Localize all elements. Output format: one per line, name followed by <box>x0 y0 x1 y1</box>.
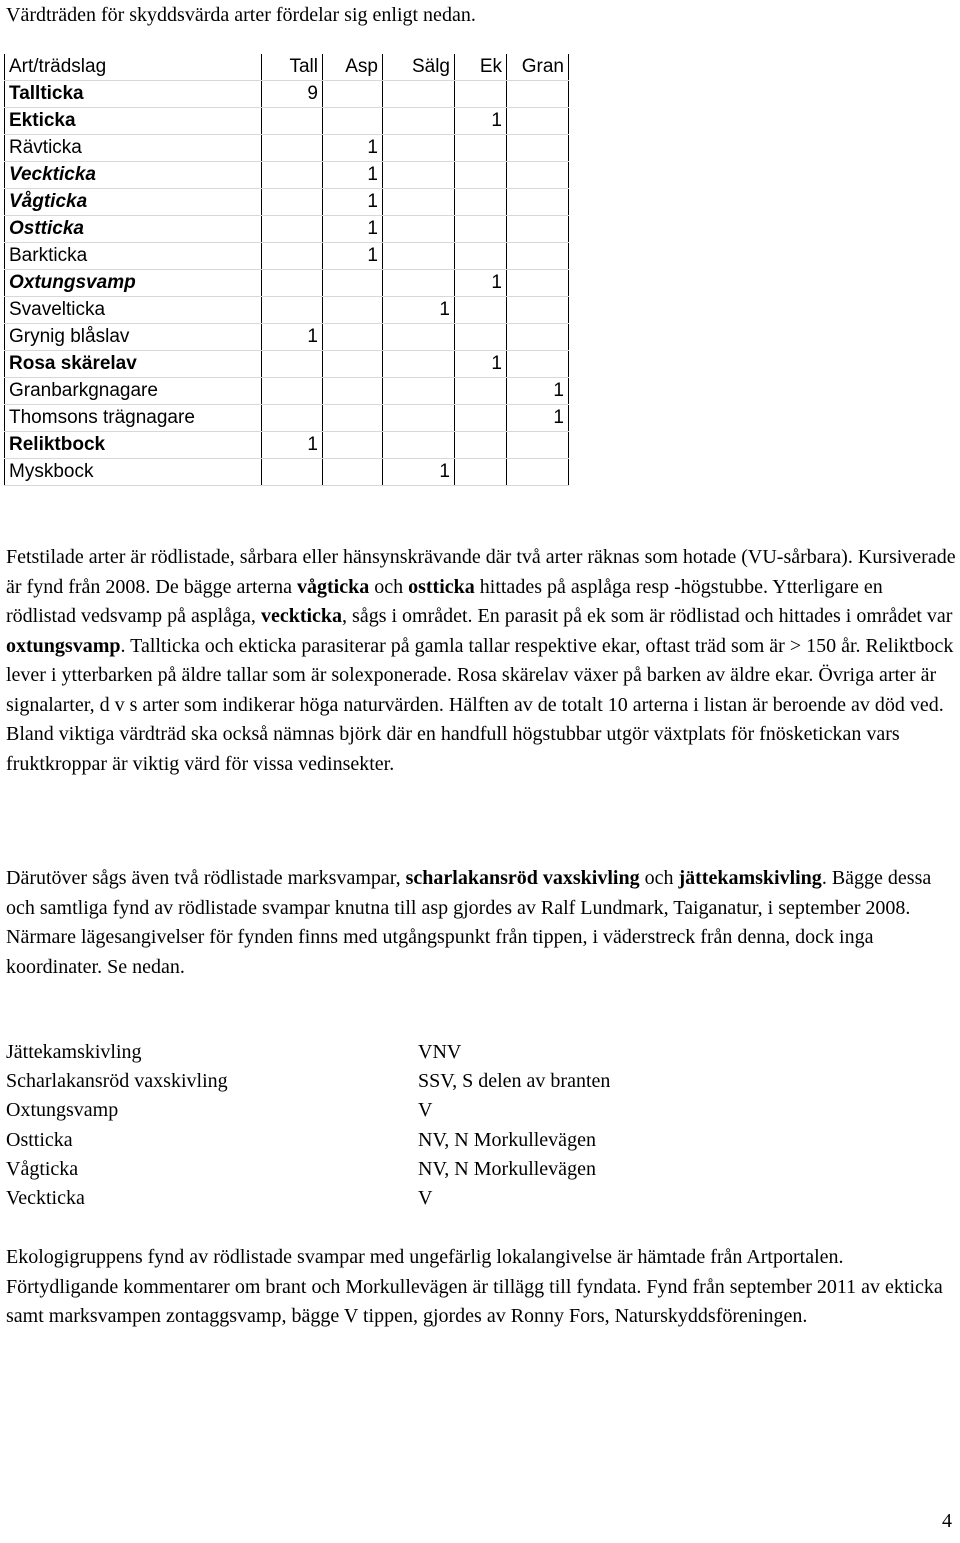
count-cell <box>262 108 323 135</box>
count-cell <box>507 297 569 324</box>
count-cell <box>323 108 383 135</box>
species-table <box>4 54 569 486</box>
count-cell <box>383 351 455 378</box>
species-name-cell: Myskbock <box>5 459 262 486</box>
count-cell <box>455 216 507 243</box>
species-name-cell: Grynig blåslav <box>5 324 262 351</box>
count-cell <box>262 270 323 297</box>
count-cell <box>455 405 507 432</box>
count-cell <box>455 135 507 162</box>
count-cell <box>383 81 455 108</box>
paragraph-species-notes <box>6 543 956 779</box>
text-run: Därutöver sågs även två rödlistade marksvampar, <box>6 867 406 889</box>
count-cell <box>323 270 383 297</box>
count-cell <box>262 297 323 324</box>
location-species: Jättekamskivling <box>6 1041 142 1063</box>
bold-species-jattekamskivling: jättekamskivling <box>678 867 822 889</box>
count-cell: 1 <box>323 135 383 162</box>
location-row <box>6 1155 610 1184</box>
count-cell <box>507 243 569 270</box>
count-cell <box>507 351 569 378</box>
table-row <box>5 324 569 351</box>
location-list <box>6 1038 610 1213</box>
count-cell: 1 <box>323 189 383 216</box>
count-cell <box>507 270 569 297</box>
header-asp: Asp <box>323 54 383 81</box>
location-row <box>6 1184 610 1213</box>
count-cell <box>507 162 569 189</box>
count-cell: 1 <box>323 216 383 243</box>
species-name-cell: Granbarkgnagare <box>5 378 262 405</box>
count-cell: 1 <box>507 405 569 432</box>
text-run: , sågs i området. En parasit på ek som är rödlistad och hittades i området var <box>342 605 953 627</box>
count-cell <box>455 324 507 351</box>
table-row <box>5 459 569 486</box>
count-cell: 1 <box>455 351 507 378</box>
count-cell <box>262 243 323 270</box>
count-cell <box>383 378 455 405</box>
header-gran: Gran <box>507 54 569 81</box>
count-cell <box>323 432 383 459</box>
location-row <box>6 1096 610 1125</box>
count-cell: 1 <box>507 378 569 405</box>
bold-species-veckticka: veckticka <box>260 605 343 627</box>
count-cell <box>455 432 507 459</box>
page-number: 4 <box>942 1510 952 1532</box>
species-name-cell: Veckticka <box>5 162 262 189</box>
count-cell <box>383 135 455 162</box>
count-cell <box>455 243 507 270</box>
count-cell <box>262 351 323 378</box>
count-cell <box>262 216 323 243</box>
location-direction: V <box>418 1187 433 1210</box>
count-cell <box>507 108 569 135</box>
location-row <box>6 1038 610 1067</box>
count-cell <box>383 162 455 189</box>
paragraph-ground-fungi <box>6 864 956 982</box>
count-cell <box>323 351 383 378</box>
table-row <box>5 162 569 189</box>
count-cell <box>507 189 569 216</box>
species-name-cell: Reliktbock <box>5 432 262 459</box>
header-ek: Ek <box>455 54 507 81</box>
count-cell <box>262 162 323 189</box>
text-run: och <box>639 867 679 889</box>
count-cell <box>383 216 455 243</box>
count-cell: 1 <box>383 459 455 486</box>
location-direction: VNV <box>418 1041 462 1063</box>
location-row <box>6 1126 610 1155</box>
location-species: Oxtungsvamp <box>6 1099 119 1122</box>
count-cell <box>323 459 383 486</box>
text-run: . Tallticka och ekticka parasiterar på gamla tallar respektive ekar, oftast träd som är > 150 år. Reliktbock lever i ytterbarken på äldre tallar som är solexponerade. Rosa skärelav växer på barken av äldre ekar. Övriga arter är signalarter, d v s arter som indikerar höga naturvärden. Hälften av de totalt 10 arterna i listan är beroende av död ved. Bland viktiga värdträd ska också nämnas björk där en handfull högstubbar utgör växtplats för fnösketickan vars fruktkroppar är viktig värd för vissa vedinsekter. <box>6 634 954 775</box>
count-cell <box>507 216 569 243</box>
count-cell <box>323 378 383 405</box>
count-cell <box>323 405 383 432</box>
text-run: . Bägge dessa och samtliga fynd av rödlistade svampar knutna till asp gjordes av Ralf Lundmark, Taiganatur, i september 2008. Närmare lägesangivelser för fynden finns med utgångspunkt från tippen, i väderstreck från denna, dock inga koordinater. Se nedan. <box>6 867 932 978</box>
count-cell <box>455 378 507 405</box>
bold-species-ostticka: ostticka <box>408 575 475 598</box>
table-row <box>5 405 569 432</box>
location-species: Vågticka <box>6 1157 79 1180</box>
location-direction: NV, N Morkullevägen <box>418 1157 596 1180</box>
count-cell <box>323 297 383 324</box>
count-cell <box>455 189 507 216</box>
count-cell <box>507 324 569 351</box>
species-name-cell: Svavelticka <box>5 297 262 324</box>
table-row <box>5 81 569 108</box>
count-cell <box>262 459 323 486</box>
count-cell <box>262 135 323 162</box>
count-cell <box>455 297 507 324</box>
bold-species-scharlakansrod: scharlakansröd vaxskivling <box>405 867 640 889</box>
location-row <box>6 1067 610 1096</box>
table-row <box>5 270 569 297</box>
species-name-cell: Ekticka <box>5 108 262 135</box>
count-cell: 1 <box>323 243 383 270</box>
count-cell <box>507 81 569 108</box>
count-cell: 9 <box>262 81 323 108</box>
count-cell <box>455 81 507 108</box>
count-cell: 1 <box>383 297 455 324</box>
species-name-cell: Tallticka <box>5 81 262 108</box>
table-row <box>5 216 569 243</box>
count-cell: 1 <box>455 108 507 135</box>
count-cell <box>383 189 455 216</box>
count-cell <box>507 135 569 162</box>
location-direction: NV, N Morkullevägen <box>418 1128 596 1151</box>
intro-text: Värdträden för skyddsvärda arter fördelar sig enligt nedan. <box>6 4 476 26</box>
count-cell <box>507 432 569 459</box>
species-name-cell: Rosa skärelav <box>5 351 262 378</box>
count-cell <box>383 108 455 135</box>
table-row <box>5 351 569 378</box>
count-cell <box>455 162 507 189</box>
species-name-cell: Ostticka <box>5 216 262 243</box>
count-cell <box>383 432 455 459</box>
text-run: och <box>369 575 409 598</box>
count-cell: 1 <box>262 432 323 459</box>
count-cell: 1 <box>455 270 507 297</box>
location-direction: V <box>418 1099 433 1122</box>
table-row <box>5 108 569 135</box>
paragraph-sources: Ekologigruppens fynd av rödlistade svampar med ungefärlig lokalangivelse är hämtade från Artportalen. Förtydligande kommentarer om brant och Morkullevägen är tillägg till fyndata. Fynd från september 2011 av ekticka samt marksvampen zontaggsvamp, bägge V tippen, gjordes av Ronny Fors, Naturskyddsföreningen. <box>6 1246 943 1327</box>
count-cell: 1 <box>262 324 323 351</box>
species-name-cell: Rävticka <box>5 135 262 162</box>
count-cell <box>455 459 507 486</box>
header-art: Art/trädslag <box>5 54 262 81</box>
header-tall: Tall <box>262 54 323 81</box>
table-row <box>5 432 569 459</box>
text-run: Fetstilade arter är rödlistade, sårbara eller hänsynskrävande där två arter räknas som hotade (VU-sårbara). Kursiverade är fynd från 2008. De bägge arterna <box>6 546 956 598</box>
table-row <box>5 243 569 270</box>
text-run: hittades på asplåga resp -högstubbe. Ytterligare en rödlistad vedsvamp på asplåga, <box>6 575 883 627</box>
count-cell <box>262 378 323 405</box>
species-name-cell: Oxtungsvamp <box>5 270 262 297</box>
header-salg: Sälg <box>383 54 455 81</box>
count-cell <box>262 405 323 432</box>
location-species: Scharlakansröd vaxskivling <box>6 1070 228 1093</box>
table-row <box>5 297 569 324</box>
location-direction: SSV, S delen av branten <box>418 1070 611 1093</box>
table-row <box>5 189 569 216</box>
location-species: Veckticka <box>6 1187 85 1210</box>
bold-species-vagticka: vågticka <box>296 575 370 598</box>
count-cell <box>383 405 455 432</box>
count-cell <box>323 81 383 108</box>
count-cell <box>383 243 455 270</box>
table-row <box>5 378 569 405</box>
species-name-cell: Vågticka <box>5 189 262 216</box>
species-name-cell: Barkticka <box>5 243 262 270</box>
count-cell <box>507 459 569 486</box>
bold-species-oxtungsvamp: oxtungsvamp <box>6 634 121 657</box>
count-cell: 1 <box>323 162 383 189</box>
species-name-cell: Thomsons trägnagare <box>5 405 262 432</box>
count-cell <box>383 324 455 351</box>
location-species: Ostticka <box>6 1128 73 1151</box>
count-cell <box>383 270 455 297</box>
count-cell <box>323 324 383 351</box>
count-cell <box>262 189 323 216</box>
table-header-row <box>5 54 569 81</box>
table-row <box>5 135 569 162</box>
